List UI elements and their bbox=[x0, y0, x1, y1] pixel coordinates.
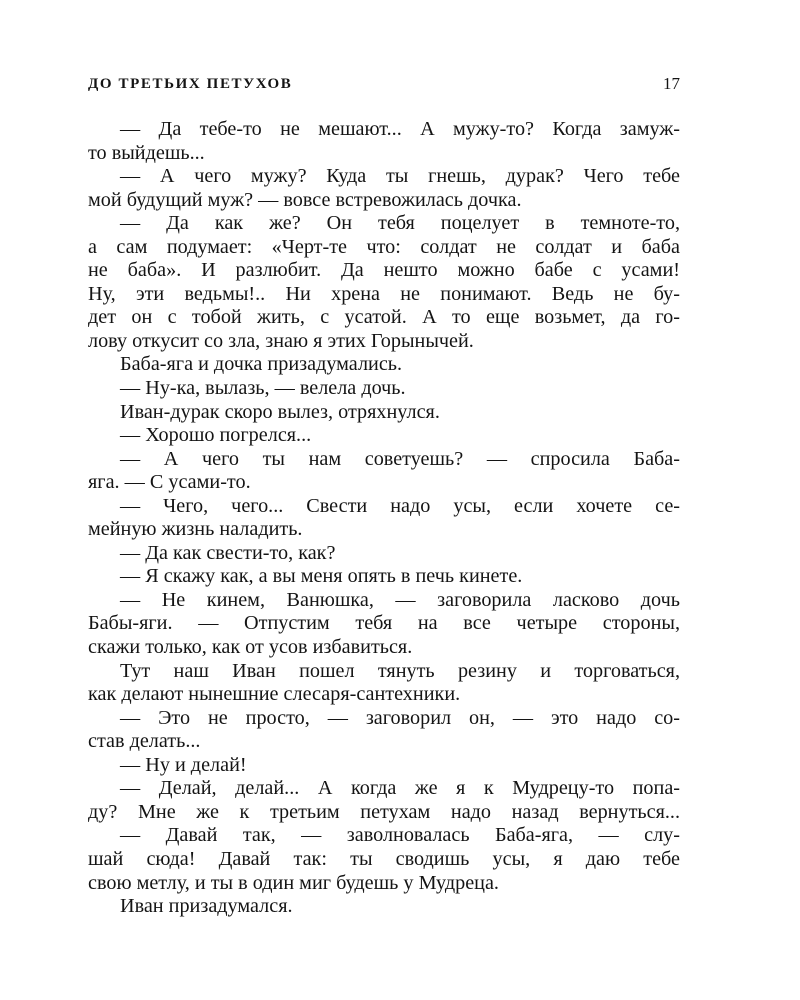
text-line: мейную жизнь наладить. bbox=[88, 518, 303, 541]
text-line: — Я скажу как, а вы меня опять в печь кинете. bbox=[120, 565, 523, 588]
text-line: Баба-яга и дочка призадумались. bbox=[120, 353, 403, 376]
text-line: — Чего, чего... Свести надо усы, если хочете се- bbox=[120, 494, 680, 517]
text-line: как делают нынешние слесаря-сантехники. bbox=[88, 683, 461, 706]
text-line: — А чего мужу? Куда ты гнешь, дурак? Чего тебе bbox=[120, 165, 680, 188]
page-number: 17 bbox=[663, 74, 680, 93]
text-line: ду? Мне же к третьим петухам надо назад вернуться... bbox=[88, 800, 680, 823]
text-line: то выйдешь... bbox=[88, 141, 205, 164]
running-header bbox=[88, 72, 680, 96]
text-line: дет он с тобой жить, с усатой. А то еще возьмет, да го- bbox=[88, 306, 680, 329]
text-line: Бабы-яги. — Отпустим тебя на все четыре стороны, bbox=[88, 612, 680, 635]
text-line: шай сюда! Давай так: ты сводишь усы, я даю тебе bbox=[88, 847, 680, 870]
body-text bbox=[88, 118, 680, 919]
text-line: — Ну и делай! bbox=[120, 753, 247, 776]
text-line: — Делай, делай... А когда же я к Мудрецу-то попа- bbox=[120, 777, 680, 800]
text-line: скажи только, как от усов избавиться. bbox=[88, 636, 413, 659]
text-line: — Хорошо погрелся... bbox=[120, 424, 312, 447]
text-line: — Не кинем, Ванюшка, — заговорила ласково дочь bbox=[120, 588, 680, 611]
text-line: не баба». И разлюбит. Да нешто можно бабе с усами! bbox=[88, 259, 680, 282]
text-line: — Да как же? Он тебя поцелует в темноте-то, bbox=[120, 212, 680, 235]
text-line: Иван-дурак скоро вылез, отряхнулся. bbox=[120, 400, 440, 423]
text-line: лову откусит со зла, знаю я этих Горынычей. bbox=[88, 329, 474, 352]
text-line: — Давай так, — заволновалась Баба-яга, — слу- bbox=[120, 824, 680, 847]
text-line: — Это не просто, — заговорил он, — это надо со- bbox=[120, 706, 680, 729]
text-line: — Да как свести-то, как? bbox=[120, 541, 336, 564]
text-line: а сам подумает: «Черт-те что: солдат не солдат и баба bbox=[88, 235, 680, 258]
text-line: свою метлу, и ты в один миг будешь у Мудреца. bbox=[88, 871, 499, 894]
running-title: ДО ТРЕТЬИХ ПЕТУХОВ bbox=[88, 76, 293, 92]
text-line: — Да тебе-то не мешают... А мужу-то? Когда замуж- bbox=[120, 118, 680, 140]
text-line: — А чего ты нам советуешь? — спросила Баба- bbox=[120, 447, 680, 470]
text-line: — Ну-ка, вылазь, — велела дочь. bbox=[120, 377, 406, 400]
text-line: Тут наш Иван пошел тянуть резину и торговаться, bbox=[120, 659, 680, 682]
text-line: мой будущий муж? — вовсе встревожилась дочка. bbox=[88, 188, 522, 211]
text-line: яга. — С усами-то. bbox=[88, 471, 251, 494]
text-line: Иван призадумался. bbox=[120, 895, 293, 918]
text-line: став делать... bbox=[88, 730, 201, 753]
text-line: Ну, эти ведьмы!.. Ни хрена не понимают. Ведь не бу- bbox=[88, 282, 680, 305]
